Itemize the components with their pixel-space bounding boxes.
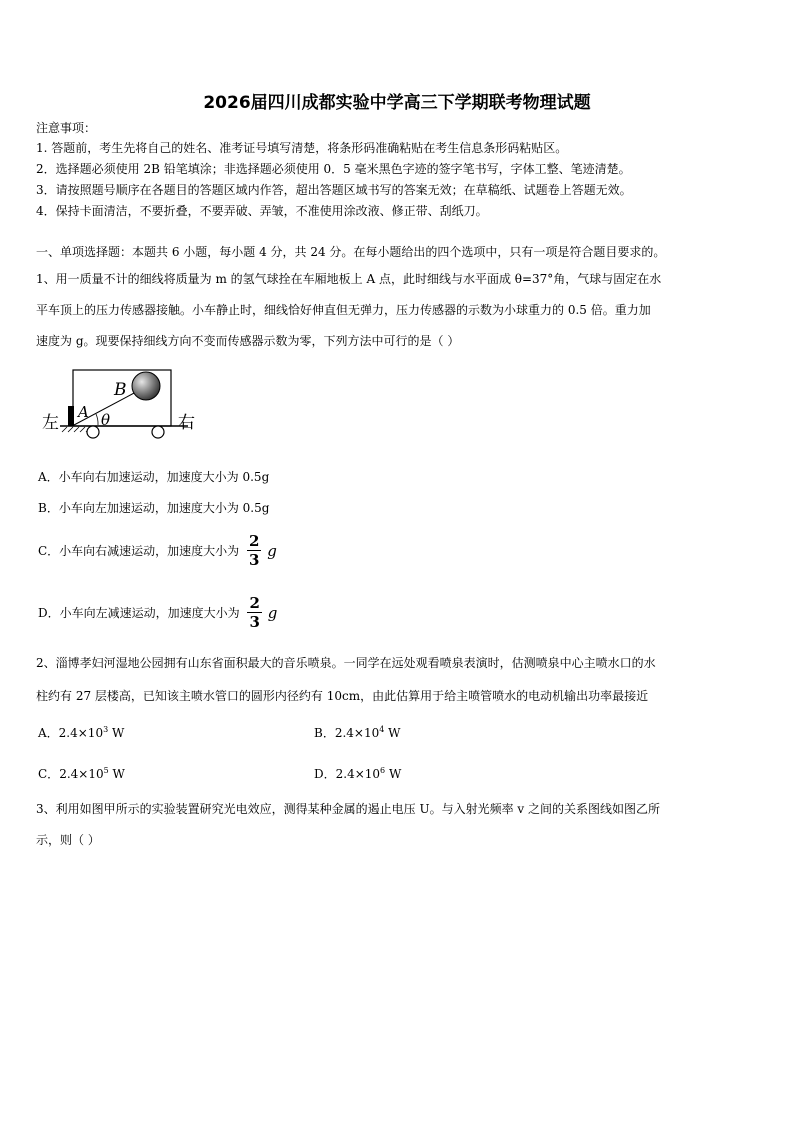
option-b: B．$2.4\times 10^4$ W [314, 725, 401, 740]
option-a: A．小车向右加速运动，加速度大小为 0.5g [38, 470, 270, 484]
note-item: 3．请按照题号顺序在各题目的答题区域内作答，超出答题区域书写的答案无效；在草稿纸、试题卷上答题无效。 [36, 183, 632, 197]
option-text: D．小车向左减速运动，加速度大小为 [38, 606, 240, 620]
option-text: C．小车向右减速运动，加速度大小为 [38, 544, 240, 558]
question-3-line: 示，则（ ） [36, 833, 100, 847]
fraction: $\frac{2}{3}$ [249, 532, 260, 569]
option-b: B．小车向左加速运动，加速度大小为 0.5g [38, 501, 270, 515]
section-heading: 一、单项选择题：本题共 6 小题，每小题 4 分，共 24 分。在每小题给出的四个选项中，只有一项是符合题目要求的。 [36, 245, 666, 259]
option-d: D．$2.4\times 10^6$ W [314, 766, 402, 781]
question-1-line: 1、用一质量不计的细线将质量为 m 的氢气球拴在车厢地板上 A 点，此时细线与水平面成 θ=37°角，气球与固定在水 [36, 272, 662, 286]
label-left: 左 [42, 413, 59, 433]
fraction: $\frac{2}{3}$ [249, 594, 260, 631]
label-ball: B [114, 380, 127, 400]
note-item: 2．选择题必须使用 2B 铅笔填涂；非选择题必须使用 0．5 毫米黑色字迹的签字笔书写，字体工整、笔迹清楚。 [36, 162, 631, 176]
label-right: 右 [178, 413, 195, 433]
question-2-line: 柱约有 27 层楼高，已知该主喷水管口的圆形内径约有 10cm，由此估算用于给主喷管喷水的电动机输出功率最接近 [36, 689, 649, 703]
page-title: 2026届四川成都实验中学高三下学期联考物理试题 [203, 93, 591, 113]
note-item: 1. 答题前，考生先将自己的姓名、准考证号填写清楚，将条形码准确粘贴在考生信息条形码粘贴区。 [36, 141, 568, 155]
option-a: A．$2.4\times 10^3$ W [38, 725, 125, 740]
question-1-line: 速度为 g。现要保持细线方向不变而传感器示数为零，下列方法中可行的是（ ） [36, 334, 460, 348]
question-3-line: 3、利用如图甲所示的实验装置研究光电效应，测得某种金属的遏止电压 U。与入射光频率 v 之间的关系图线如图乙所 [36, 802, 660, 816]
car-balloon-diagram [38, 362, 208, 444]
option-c: C．$2.4\times 10^5$ W [38, 766, 125, 781]
label-angle: θ [101, 411, 111, 429]
question-1-line: 平车顶上的压力传感器接触。小车静止时，细线恰好伸直但无弹力，压力传感器的示数为小球重力的 0.5 倍。重力加 [36, 303, 651, 317]
option-c: C．小车向右减速运动，加速度大小为 $\frac{2}{3}$ g [38, 532, 277, 569]
option-d: D．小车向左减速运动，加速度大小为 $\frac{2}{3}$ g [38, 594, 278, 631]
notes-heading: 注意事项： [36, 121, 97, 135]
note-item: 4．保持卡面清洁，不要折叠，不要弄破、弄皱，不准使用涂改液、修正带、刮纸刀。 [36, 204, 488, 218]
label-point: A [78, 403, 89, 421]
question-2-line: 2、淄博孝妇河湿地公园拥有山东省面积最大的音乐喷泉。一同学在远处观看喷泉表演时，估测喷泉中心主喷水口的水 [36, 656, 656, 670]
